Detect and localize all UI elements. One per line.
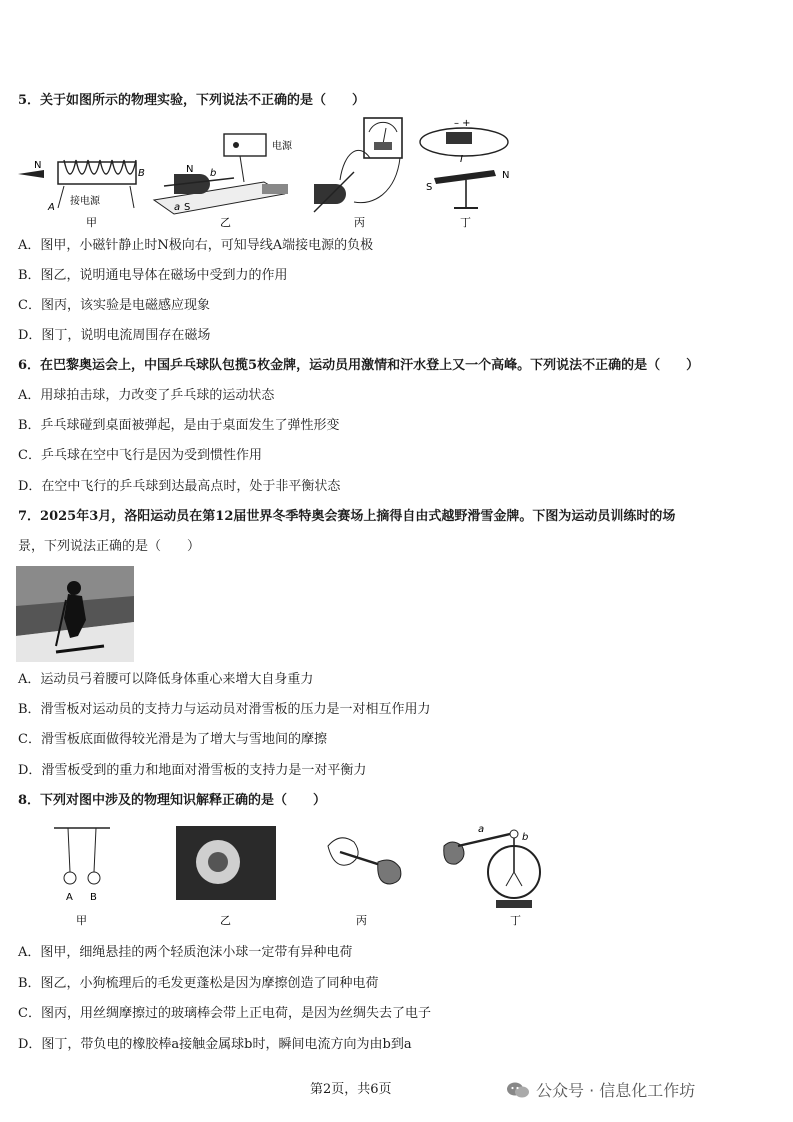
- foam-ball-a-icon: [64, 872, 76, 884]
- q5-yi-label-a: a: [174, 202, 181, 213]
- q8-label-ball-b: b: [522, 832, 529, 843]
- q6-option-c: C．乒乓球在空中飞行是因为受到惯性作用: [18, 448, 262, 463]
- q8-fig-yi: [176, 826, 276, 927]
- q6-option-b: B．乒乓球碰到桌面被弹起，是由于桌面发生了弹性形变: [18, 418, 340, 433]
- q5-ding-label-n: N: [502, 170, 510, 181]
- q6-option-d: D．在空中飞行的乒乓球到达最高点时，处于非平衡状态: [18, 479, 341, 494]
- q8-option-a: A．图甲，细绳悬挂的两个轻质泡沫小球一定带有异种电荷: [18, 945, 353, 960]
- q5-bing-caption: 丙: [354, 216, 365, 229]
- q5-yi-power-label: 电源: [272, 141, 292, 152]
- q5-option-c: C．图丙，该实验是电磁感应现象: [18, 298, 210, 313]
- q5-fig-bing: [314, 118, 402, 229]
- page-number: 第2页，共6页: [310, 1082, 392, 1097]
- wechat-icon: [506, 1081, 530, 1099]
- q6-stem: 6．在巴黎奥运会上，中国乒乓球队包揽5枚金牌，运动员用激情和汗水登上又一个高峰。下列说法不正确的是（ ）: [18, 358, 700, 373]
- q5-ding-caption: 丁: [460, 216, 471, 229]
- q8-figures: [40, 822, 550, 932]
- q8-fig-jia: [54, 828, 110, 927]
- q7-option-b: B．滑雪板对运动员的支持力与运动员对滑雪板的压力是一对相互作用力: [18, 702, 431, 717]
- q5-jia-label-n: N: [34, 160, 42, 171]
- q5-yi-label-b: b: [210, 168, 217, 179]
- power-supply-icon: [224, 134, 266, 156]
- u-magnet-icon: [314, 184, 346, 204]
- q5-jia-caption: 甲: [86, 216, 97, 229]
- switch-icon: [262, 184, 288, 194]
- rubber-rod-icon: [458, 834, 510, 846]
- q5-fig-yi: [154, 134, 293, 229]
- q8-bing-caption: 丙: [356, 914, 367, 927]
- solenoid-core-icon: [58, 162, 136, 184]
- q7-stem-line2: 景，下列说法正确的是（ ）: [18, 539, 201, 554]
- silk-cloth-icon: [328, 838, 358, 865]
- skier-head-icon: [67, 581, 81, 595]
- q5-figures: [14, 112, 534, 230]
- watermark: [506, 1078, 695, 1101]
- battery-icon: [446, 132, 472, 144]
- q8-yi-caption: 乙: [220, 914, 231, 927]
- svg-text:– +: – +: [454, 118, 471, 129]
- q8-option-b: B．图乙，小狗梳理后的毛发更蓬松是因为摩擦创造了同种电荷: [18, 976, 379, 991]
- watermark-text: 公众号 · 信息化工作坊: [536, 1081, 696, 1100]
- q8-label-rod-a: a: [478, 824, 485, 835]
- hand-icon: [378, 860, 401, 884]
- q5-yi-label-n: N: [186, 164, 194, 175]
- q8-option-c: C．图丙，用丝绸摩擦过的玻璃棒会带上正电荷，是因为丝绸失去了电子: [18, 1006, 431, 1021]
- q8-ding-caption: 丁: [510, 914, 521, 927]
- q5-fig-jia: [18, 160, 145, 229]
- q7-option-a: A．运动员弓着腰可以降低身体重心来增大自身重力: [18, 672, 314, 687]
- q5-ding-label-s: S: [426, 182, 433, 193]
- q6-option-a: A．用球拍击球，力改变了乒乓球的运动状态: [18, 388, 275, 403]
- galvanometer-icon: [364, 118, 402, 158]
- q8-fig-ding: [444, 824, 540, 927]
- q7-skier-photo: [16, 566, 134, 662]
- q8-option-d: D．图丁，带负电的橡胶棒a接触金属球b时，瞬间电流方向为由b到a: [18, 1037, 412, 1052]
- foam-ball-b-icon: [88, 872, 100, 884]
- q8-jia-caption: 甲: [76, 914, 87, 927]
- q5-fig-ding: [420, 118, 509, 229]
- q8-label-a: A: [66, 892, 73, 903]
- q5-yi-caption: 乙: [220, 216, 231, 229]
- q7-option-d: D．滑雪板受到的重力和地面对滑雪板的支持力是一对平衡力: [18, 763, 367, 778]
- q5-stem: 5．关于如图所示的物理实验，下列说法不正确的是（ ）: [18, 93, 366, 108]
- q7-stem-line1: 7．2025年3月，洛阳运动员在第12届世界冬季特奥会赛场上摘得自由式越野滑雪金牌。下图为运动员训练时的场: [18, 509, 676, 524]
- q8-fig-bing: [328, 838, 401, 927]
- compass-needle-icon: [434, 170, 496, 184]
- q5-option-a: A．图甲，小磁针静止时N极向右，可知导线A端接电源的负极: [18, 238, 374, 253]
- q5-jia-power-label: 接电源: [70, 196, 100, 207]
- q5-option-b: B．图乙，说明通电导体在磁场中受到力的作用: [18, 268, 288, 283]
- q7-option-c: C．滑雪板底面做得较光滑是为了增大与雪地间的摩擦: [18, 732, 327, 747]
- q5-jia-label-a: A: [48, 202, 55, 213]
- q5-jia-label-b: B: [138, 168, 145, 179]
- q8-label-b: B: [90, 892, 97, 903]
- q5-ding-label-i: I: [460, 154, 463, 165]
- q5-option-d: D．图丁，说明电流周围存在磁场: [18, 328, 211, 343]
- compass-needle-icon: [18, 170, 44, 178]
- q8-stem: 8．下列对图中涉及的物理知识解释正确的是（ ）: [18, 793, 327, 808]
- q5-yi-label-s: S: [184, 202, 191, 213]
